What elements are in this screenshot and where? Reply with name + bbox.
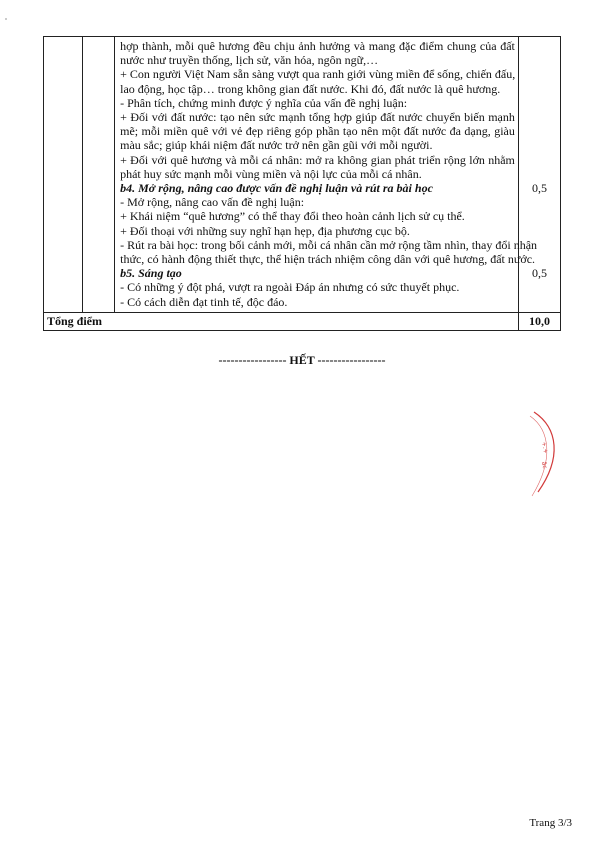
total-row [44, 312, 561, 330]
svg-text:âc: âc [540, 461, 549, 470]
score-cell [518, 37, 560, 313]
section-cell [44, 37, 83, 313]
total-score: 10,0 [518, 312, 560, 330]
page-number: Trang 3/3 [529, 817, 572, 829]
content-line: phát huy sức mạnh mỗi vùng miền và nội lực của mỗi cá nhân. [120, 166, 422, 181]
section-heading: b5. Sáng tạo [120, 266, 182, 281]
content-line: + Đối với quê hương và mỗi cá nhân: mở ra không gian phát triển rộng lớn nhằm [120, 152, 515, 167]
svg-text:+.+: +.+ [540, 441, 550, 455]
content-line: - Rút ra bài học: trong bối cảnh mới, mỗi cá nhân cần mở rộng tầm nhìn, thay đổi nhận [120, 237, 538, 252]
content-line: - Phân tích, chứng minh được ý nghĩa của vấn đề nghị luận: [120, 95, 408, 110]
scan-speck [5, 18, 7, 20]
section-heading: b4. Mở rộng, nâng cao được vấn đề nghị luận và rút ra bài học [120, 181, 433, 196]
content-line: thức, có hành động thiết thực, thể hiện trách nhiệm công dân với quê hương, đất nước. [120, 252, 536, 267]
content-line: + Khái niệm “quê hương” có thể thay đổi theo hoàn cảnh lịch sử cụ thể. [120, 209, 465, 224]
content-line: màu sắc; giúp khái niệm đất nước trở nên gần gũi với mỗi người. [120, 138, 433, 153]
content-row [44, 37, 561, 313]
content-line: - Có cách diễn đạt tinh tế, độc đáo. [120, 294, 288, 309]
grading-table [43, 36, 561, 331]
content-line: + Con người Việt Nam sẵn sàng vượt qua ranh giới vùng miền để sống, chiến đấu, [120, 67, 516, 82]
content-line: - Có những ý đột phá, vượt ra ngoài Đáp án nhưng có sức thuyết phục. [120, 280, 460, 295]
seal-stamp-icon [528, 410, 568, 500]
score-value: 0,5 [531, 266, 547, 281]
content-line: + Đối với đất nước: tạo nên sức mạnh tổng hợp giúp đất nước chuyển biến mạnh [120, 110, 515, 125]
score-value: 0,5 [531, 181, 547, 195]
content-line: + Đối thoại với những suy nghĩ hạn hẹp, địa phương cục bộ. [120, 223, 410, 238]
content-cell [115, 37, 538, 313]
total-label: Tổng điểm [44, 312, 519, 330]
end-mark: ----------------- HẾT ----------------- [218, 353, 386, 367]
content-line: lao động, học tập… trong không gian đất nước. Khi đó, đất nước là quê hương. [120, 81, 501, 96]
content-line: - Mở rộng, nâng cao vấn đề nghị luận: [120, 195, 305, 210]
content-line: hợp thành, mỗi quê hương đều chịu ảnh hưởng và mang đặc điểm chung của đất [120, 39, 515, 53]
content-line: nước như truyền thống, lịch sử, văn hóa, ngôn ngữ,… [120, 53, 379, 68]
subsection-cell [83, 37, 115, 313]
content-line: mẽ; mỗi miền quê với vẻ đẹp riêng góp phần tạo nên một đất nước đa dạng, giàu [120, 124, 515, 139]
